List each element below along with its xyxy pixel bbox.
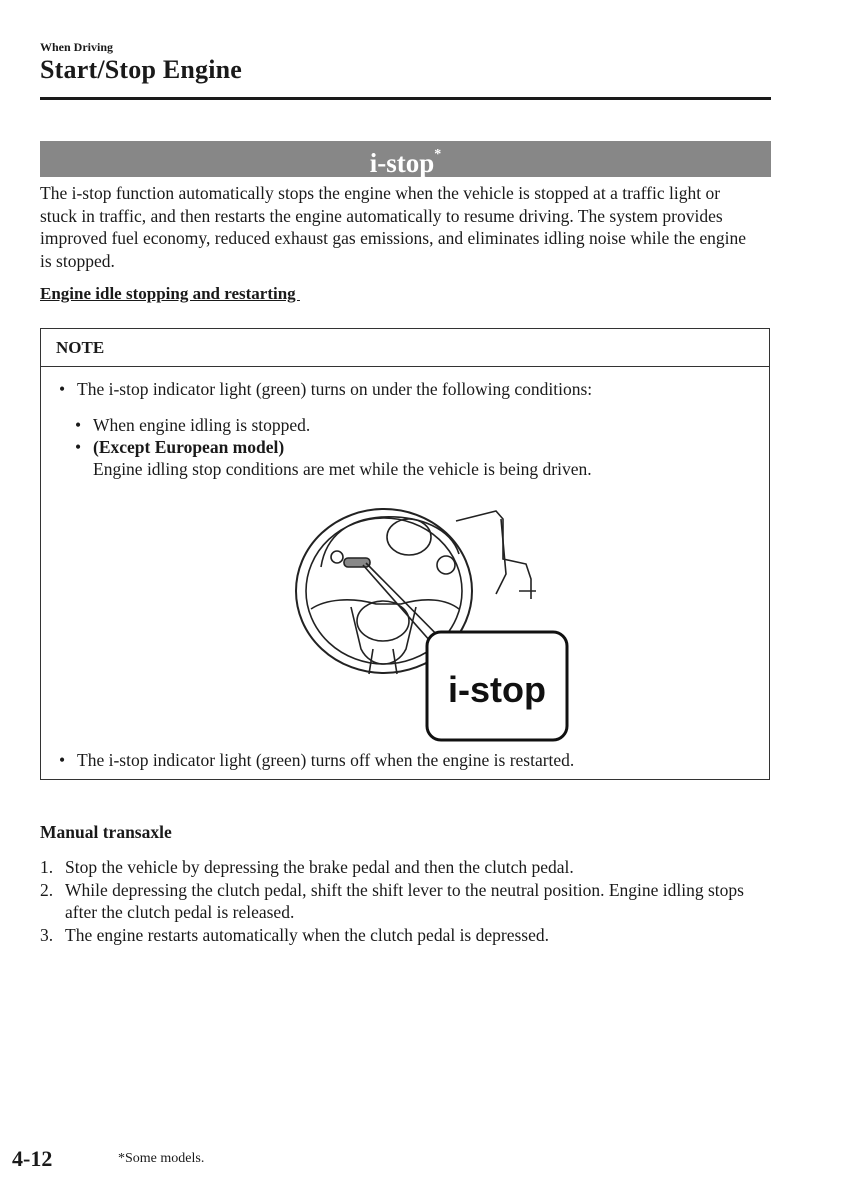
banner-asterisk: * — [434, 147, 442, 162]
manual-transaxle-heading: Manual transaxle — [40, 822, 172, 842]
steps-list — [40, 856, 780, 946]
title-rule — [40, 97, 771, 100]
subheading: Engine idle stopping and restarting — [40, 284, 300, 303]
step-number: 3. — [40, 924, 54, 945]
step-item — [40, 879, 780, 924]
bullet-text: The i-stop indicator light (green) turns off when the engine is restarted. — [77, 750, 575, 770]
step-text: The engine restarts automatically when the clutch pedal is depressed. — [65, 924, 549, 945]
bullet-text: When engine idling is stopped. — [93, 415, 311, 435]
note-label: NOTE — [56, 338, 105, 357]
bullet-dot: • — [59, 750, 66, 770]
step-item — [40, 856, 780, 879]
bullet-text-bold: (Except European model) — [93, 437, 285, 457]
page-title: Start/Stop Engine — [40, 55, 243, 84]
bullet-dot: • — [75, 415, 82, 435]
note-box — [40, 328, 770, 780]
banner-title: i-stop — [369, 148, 435, 178]
footnote: *Some models. — [118, 1151, 205, 1166]
bullet-dot: • — [75, 437, 82, 457]
step-item — [40, 924, 780, 947]
page-number: 4-12 — [12, 1146, 53, 1171]
step-text: Stop the vehicle by depressing the brake pedal and then the clutch pedal. — [65, 857, 574, 877]
bullet-text: The i-stop indicator light (green) turns on under the following conditions: — [77, 379, 593, 399]
steering-wheel-figure — [281, 499, 571, 744]
step-number: 2. — [40, 879, 54, 900]
step-number: 1. — [40, 857, 54, 877]
bullet-text: Engine idling stop conditions are met while the vehicle is being driven. — [93, 459, 592, 479]
bullet-dot: • — [59, 379, 66, 399]
section-label: When Driving — [40, 40, 114, 54]
intro-paragraph: The i-stop function automatically stops the engine when the vehicle is stopped at a traffic light or stuck in traffic, and then restarts the engine automatically to resume driving. The system provides improved fuel economy, reduced exhaust gas emissions, and eliminates idling noise while the engine is stopped. — [40, 183, 746, 271]
callout-label: i-stop — [448, 669, 546, 710]
step-text: While depressing the clutch pedal, shift the shift lever to the neutral position. Engine idling stops after the clutch pedal is released. — [65, 879, 744, 922]
section-banner — [40, 141, 771, 177]
note-header — [41, 329, 769, 367]
